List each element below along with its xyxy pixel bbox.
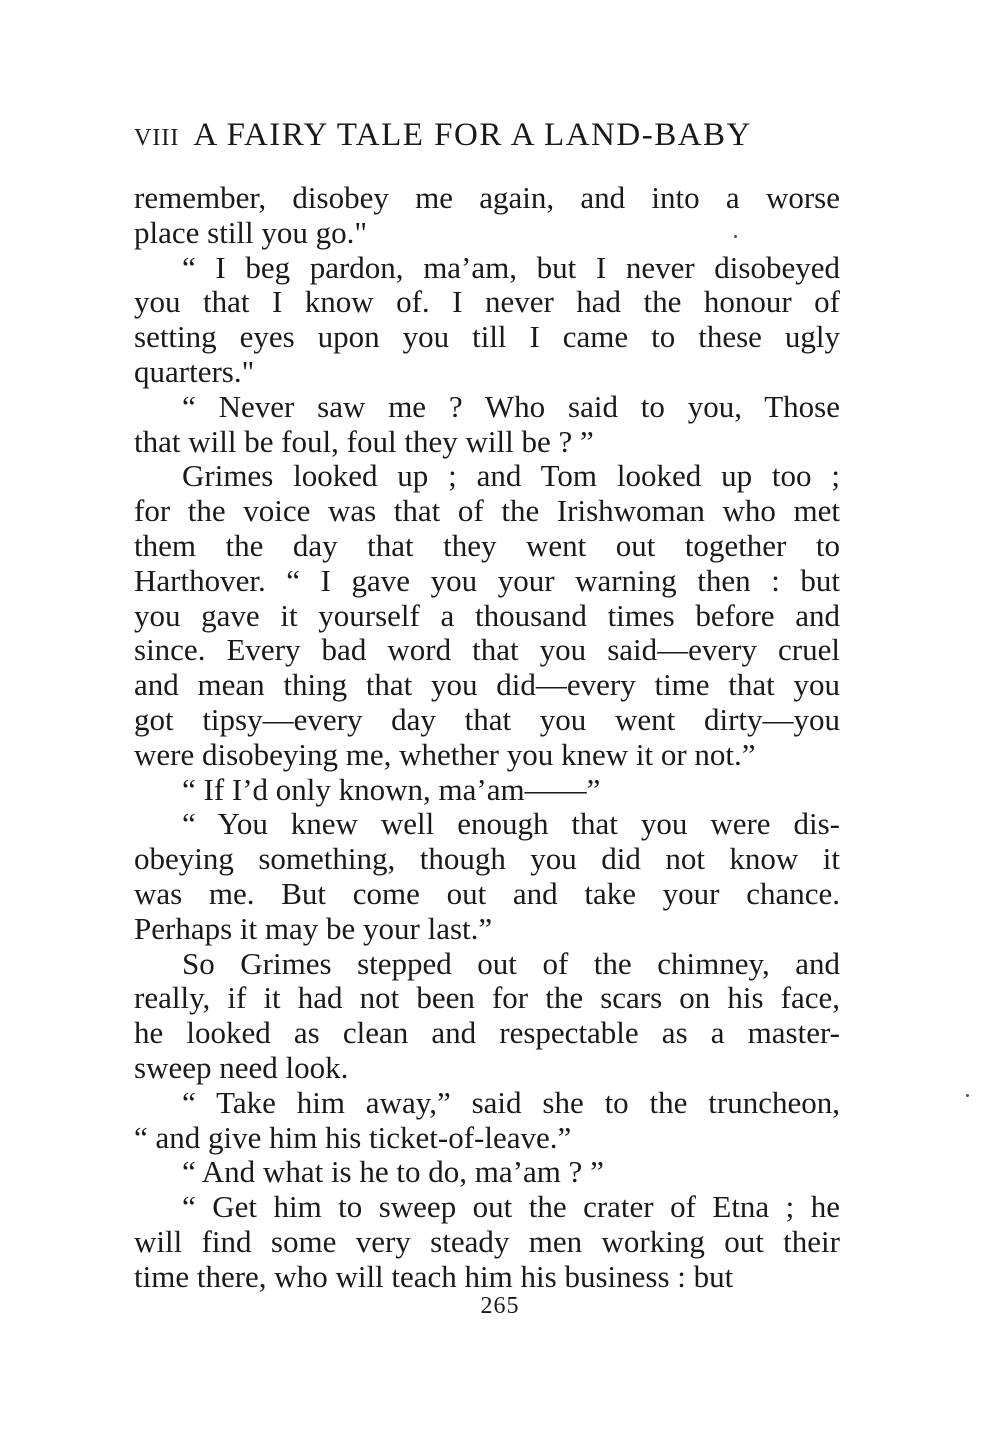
- text-line: “ If I’d only known, ma’am——”: [182, 771, 601, 807]
- text-line: “ And what is he to do, ma’am ? ”: [182, 1154, 604, 1190]
- text-line: for the voice was that of the Irishwoman who met: [134, 493, 840, 529]
- text-line: “ Get him to sweep out the crater of Etna ; he: [182, 1189, 840, 1225]
- text-line: obeying something, though you did not know it: [134, 841, 840, 877]
- text-line: Perhaps it may be your last.”: [134, 910, 493, 946]
- text-line: remember, disobey me again, and into a worse: [134, 180, 840, 215]
- text-line: you that I know of. I never had the honour of: [134, 284, 840, 320]
- text-line: “ Never saw me ? Who said to you, Those: [182, 388, 840, 424]
- text-line: you gave it yourself a thousand times before and: [134, 597, 840, 633]
- text-line: setting eyes upon you till I came to these ugly: [134, 319, 840, 355]
- text-line: quarters.": [134, 353, 255, 389]
- running-title: A FAIRY TALE FOR A LAND-BABY: [193, 117, 752, 153]
- text-line: “ and give him his ticket-of-leave.”: [134, 1119, 572, 1155]
- text-line: really, if it had not been for the scars on his face,: [134, 980, 840, 1016]
- print-speck: [734, 235, 737, 238]
- text-line: “ Take him away,” said she to the truncheon,: [182, 1084, 840, 1120]
- text-line: that will be foul, foul they will be ? ”: [134, 423, 594, 459]
- text-line: “ You knew well enough that you were dis-: [182, 806, 840, 842]
- text-line: Grimes looked up ; and Tom looked up too ;: [182, 458, 840, 494]
- text-line: was me. But come out and take your chance.: [134, 875, 840, 911]
- text-line: “ I beg pardon, ma’am, but I never disobeyed: [182, 249, 840, 285]
- running-header: [134, 117, 840, 161]
- chapter-number: VIII: [134, 125, 180, 151]
- text-line: will find some very steady men working out their: [134, 1223, 840, 1259]
- text-line: were disobeying me, whether you knew it or not.”: [134, 736, 756, 772]
- text-line: and mean thing that you did—every time that you: [134, 667, 840, 703]
- body-text: [134, 181, 840, 1295]
- text-line: time there, who will teach him his business : but: [134, 1258, 734, 1294]
- text-line: So Grimes stepped out of the chimney, and: [182, 945, 840, 981]
- text-line: since. Every bad word that you said—every cruel: [134, 632, 840, 668]
- print-speck: [966, 1094, 969, 1097]
- page-number: 265: [480, 1293, 520, 1319]
- text-line: place still you go.": [134, 214, 368, 250]
- text-line: got tipsy—every day that you went dirty—you: [134, 701, 840, 737]
- text-line: he looked as clean and respectable as a master-: [134, 1015, 840, 1051]
- text-line: them the day that they went out together to: [134, 527, 840, 563]
- text-line: Harthover. “ I gave you your warning then : but: [134, 562, 840, 598]
- text-line: sweep need look.: [134, 1049, 349, 1085]
